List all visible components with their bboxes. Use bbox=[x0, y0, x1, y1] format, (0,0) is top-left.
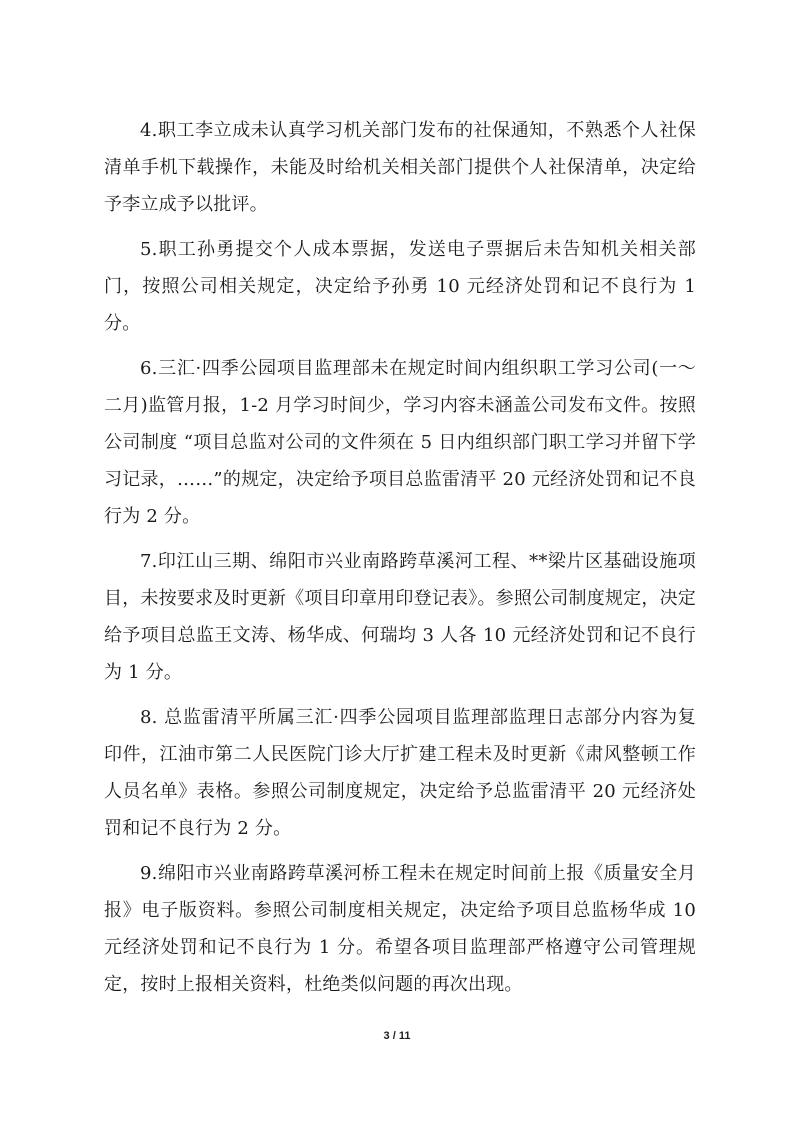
page-number: 3 / 11 bbox=[383, 1030, 411, 1042]
paragraph-item-5: 5.职工孙勇提交个人成本票据，发送电子票据后未告知机关相关部门，按照公司相关规定，决定给予孙勇 10 元经济处罚和记不良行为 1 分。 bbox=[104, 239, 696, 334]
paragraph-item-9: 9.绵阳市兴业南路跨草溪河桥工程未在规定时间前上报《质量安全月报》电子版资料。参照公司制度相关规定，决定给予项目总监杨华成 10 元经济处罚和记不良行为 1 分。希望各项目监理部严格遵守公司管理规定，按时上报相关资料，杜绝类似问题的再次出现。 bbox=[104, 863, 696, 995]
paragraph-item-6: 6.三汇·四季公园项目监理部未在规定时间内组织职工学习公司(一～二月)监管月报，1-2 月学习时间少，学习内容未涵盖公司发布文件。按照公司制度 “项目总监对公司的文件须在 5 日内组织部门职工学习并留下学习记录，……”的规定，决定给予项目总监雷清平 20 元经济处罚和记不良行为 2 分。 bbox=[104, 358, 696, 527]
paragraph-item-8: 8. 总监雷清平所属三汇·四季公园项目监理部监理日志部分内容为复印件，江油市第二人民医院门诊大厅扩建工程未及时更新《肃风整顿工作人员名单》表格。参照公司制度规定，决定给予总监雷清平 20 元经济处罚和记不良行为 2 分。 bbox=[104, 707, 696, 839]
document-body bbox=[104, 112, 696, 1011]
paragraph-item-4: 4.职工李立成未认真学习机关部门发布的社保通知，不熟悉个人社保清单手机下载操作，未能及时给机关相关部门提供个人社保清单，决定给予李立成予以批评。 bbox=[104, 120, 696, 215]
paragraph-item-7: 7.印江山三期、绵阳市兴业南路跨草溪河工程、**梁片区基础设施项目，未按要求及时更新《项目印章用印登记表》。参照公司制度规定，决定给予项目总监王文涛、杨华成、何瑞均 3 人各 10 元经济处罚和记不良行为 1 分。 bbox=[104, 551, 696, 683]
